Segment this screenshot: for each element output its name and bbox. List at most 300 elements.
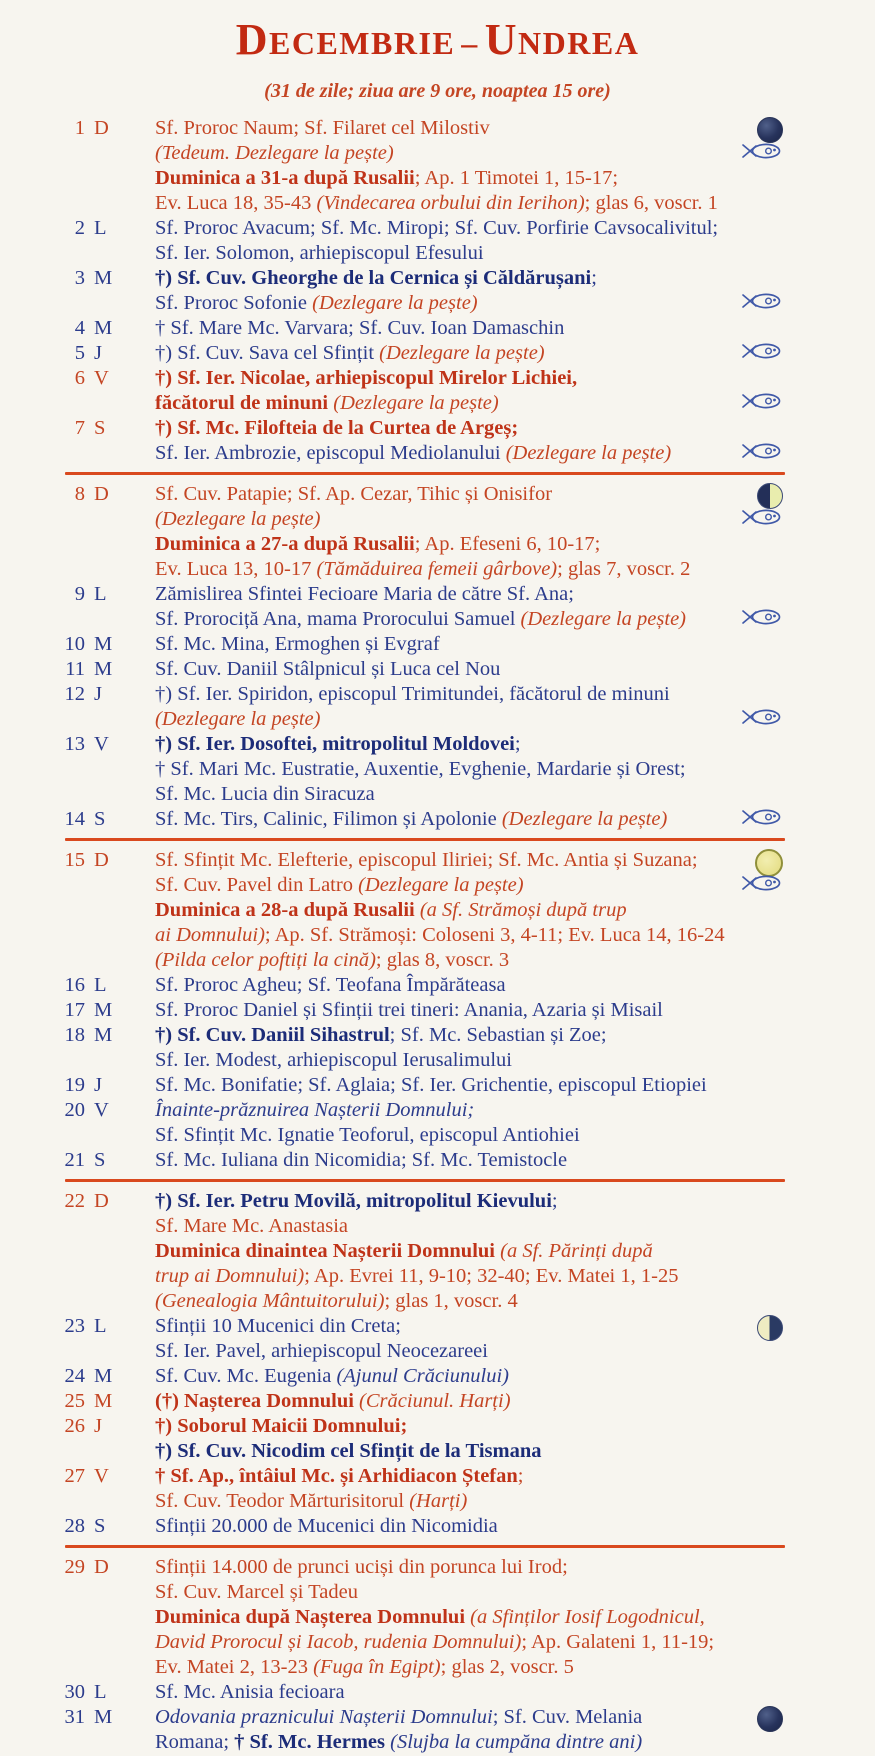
day-row-20	[0, 1098, 875, 1148]
entry-line	[155, 1464, 875, 1489]
day-label	[0, 1314, 155, 1364]
entry-line	[155, 1289, 875, 1314]
day-label	[0, 1555, 155, 1680]
day-label	[0, 1023, 155, 1073]
entry-text: ;	[551, 1190, 558, 1212]
entry-text: (Tedeum. Dezlegare la pește)	[155, 142, 394, 164]
fish-icon	[741, 874, 783, 892]
entry-line	[155, 682, 875, 707]
day-number: 31	[64, 1706, 85, 1728]
day-label	[0, 807, 155, 832]
day-of-week-letter: J	[94, 1074, 102, 1096]
day-number: 27	[64, 1465, 85, 1487]
day-entries	[155, 998, 875, 1023]
day-of-week-letter: L	[94, 217, 107, 239]
entry-text: †) Sf. Cuv. Gheorghe de la Cernica și Căldărușani	[155, 267, 592, 289]
entry-text: †) Sf. Ier. Petru Movilă, mitropolitul Kievului	[155, 1190, 552, 1212]
entry-text: Duminica dinaintea Nașterii Domnului	[155, 1240, 501, 1262]
entry-text: †) Sf. Ier. Dosoftei, mitropolitul Moldovei	[155, 733, 515, 755]
entry-line	[155, 116, 875, 141]
day-number: 24	[64, 1365, 85, 1387]
entry-text: ; glas 2, voscr. 5	[440, 1656, 574, 1678]
page-header	[0, 0, 875, 104]
day-row-4	[0, 316, 875, 341]
day-of-week-letter: V	[94, 367, 109, 389]
entry-text: Sf. Cuv. Daniil Stâlpnicul și Luca cel Nou	[155, 658, 501, 680]
day-number: 13	[64, 733, 85, 755]
entry-line	[155, 1705, 875, 1730]
day-number: 8	[74, 483, 85, 505]
day-number: 12	[64, 683, 85, 705]
day-row-8	[0, 482, 875, 582]
entry-text: Duminica a 31-a după Rusalii	[155, 167, 415, 189]
entry-text: Odovania praznicului Nașterii Domnului	[155, 1706, 493, 1728]
day-entries	[155, 1389, 875, 1414]
entry-text: Sf. Mc. Tirs, Calinic, Filimon și Apolonie	[155, 808, 502, 830]
entry-text: (Dezlegare la pește)	[155, 508, 321, 530]
day-row-3	[0, 266, 875, 316]
day-number: 1	[74, 117, 85, 139]
entry-line	[155, 998, 875, 1023]
entry-line	[155, 1048, 875, 1073]
week-separator-rule	[65, 1179, 785, 1182]
entry-text: Zămislirea Sfintei Fecioare Maria de către Sf. Ana;	[155, 583, 574, 605]
entry-line	[155, 607, 875, 632]
fish-icon	[741, 442, 783, 460]
entry-text: făcătorul de minuni	[155, 392, 334, 414]
entry-text: Sf. Ier. Modest, arhiepiscopul Ierusalimului	[155, 1049, 512, 1071]
day-row-2	[0, 216, 875, 266]
day-entries	[155, 1705, 875, 1755]
day-entries	[155, 807, 875, 832]
entry-text: † Sf. Mc. Hermes	[234, 1731, 391, 1753]
day-row-29	[0, 1555, 875, 1680]
entry-text: Sf. Mare Mc. Anastasia	[155, 1215, 348, 1237]
moon-q3-icon	[757, 483, 783, 509]
entry-text: †) Sf. Cuv. Nicodim cel Sfințit de la Tismana	[155, 1440, 542, 1462]
day-number: 21	[64, 1149, 85, 1171]
day-row-6	[0, 366, 875, 416]
day-label	[0, 998, 155, 1023]
day-number: 30	[64, 1681, 85, 1703]
entry-text: ; Ap. Efeseni 6, 10-17;	[414, 533, 601, 555]
entry-line	[155, 1214, 875, 1239]
entry-line	[155, 441, 875, 466]
entry-text: ; Sf. Mc. Sebastian și Zoe;	[389, 1024, 607, 1046]
day-label	[0, 1514, 155, 1539]
day-label	[0, 266, 155, 316]
day-entries	[155, 848, 875, 973]
day-row-22	[0, 1189, 875, 1314]
day-number: 16	[64, 974, 85, 996]
entry-text: † Sf. Mari Mc. Eustratie, Auxentie, Evghenie, Mardarie și Orest;	[155, 758, 686, 780]
day-entries	[155, 632, 875, 657]
entry-text: (Pilda celor poftiți la cină)	[155, 949, 376, 971]
entry-text: (†) Nașterea Domnului	[155, 1390, 360, 1412]
entry-text: (Slujba la cumpăna dintre ani)	[390, 1731, 643, 1753]
fish-icon	[741, 342, 783, 360]
entry-line	[155, 1189, 875, 1214]
fish-icon	[741, 508, 783, 526]
day-entries	[155, 1073, 875, 1098]
entry-text: (Dezlegare la pește)	[155, 708, 321, 730]
day-row-12	[0, 682, 875, 732]
day-row-28	[0, 1514, 875, 1539]
entry-text: Sf. Proroc Sofonie	[155, 292, 313, 314]
day-number: 20	[64, 1099, 85, 1121]
entry-text: (Dezlegare la pește)	[333, 392, 499, 414]
day-row-11	[0, 657, 875, 682]
entry-line	[155, 1439, 875, 1464]
day-entries	[155, 316, 875, 341]
day-row-9	[0, 582, 875, 632]
day-number: 9	[74, 583, 85, 605]
entry-text: Sf. Cuv. Pavel din Latro	[155, 874, 359, 896]
day-of-week-letter: J	[94, 1415, 102, 1437]
calendar-list	[0, 116, 875, 1755]
entry-text: (Ajunul Crăciunului)	[336, 1365, 509, 1387]
day-label	[0, 1148, 155, 1173]
entry-text: Sfinții 14.000 de prunci uciși din porunca lui Irod;	[155, 1556, 568, 1578]
entry-text: † Sf. Ap., întâiul Mc. și Arhidiacon Ștefan	[155, 1465, 518, 1487]
day-label	[0, 1098, 155, 1148]
entry-text: ;	[514, 733, 521, 755]
entry-line	[155, 1339, 875, 1364]
entry-line	[155, 316, 875, 341]
day-number: 14	[64, 808, 85, 830]
entry-line	[155, 507, 875, 532]
entry-line	[155, 166, 875, 191]
entry-line	[155, 241, 875, 266]
day-row-16	[0, 973, 875, 998]
entry-text: Sf. Proroc Avacum; Sf. Mc. Miropi; Sf. Cuv. Porfirie Cavsocalivitul;	[155, 217, 719, 239]
day-label	[0, 316, 155, 341]
entry-line	[155, 898, 875, 923]
day-of-week-letter: D	[94, 849, 109, 871]
entry-line	[155, 1655, 875, 1680]
day-row-18	[0, 1023, 875, 1073]
entry-text: (Vindecarea orbului din Ierihon)	[316, 192, 585, 214]
day-of-week-letter: J	[94, 683, 102, 705]
day-label	[0, 848, 155, 973]
entry-text: †) Sf. Cuv. Sava cel Sfințit	[155, 342, 380, 364]
entry-text: Sf. Mc. Bonifatie; Sf. Aglaia; Sf. Ier. Grichentie, episcopul Etiopiei	[155, 1074, 707, 1096]
day-row-1	[0, 116, 875, 216]
day-row-31	[0, 1705, 875, 1755]
day-number: 5	[74, 342, 85, 364]
day-of-week-letter: M	[94, 1365, 113, 1387]
day-of-week-letter: S	[94, 808, 106, 830]
day-entries	[155, 266, 875, 316]
entry-line	[155, 532, 875, 557]
week-separator-rule	[65, 472, 785, 475]
day-of-week-letter: M	[94, 999, 113, 1021]
entry-line	[155, 848, 875, 873]
day-of-week-letter: L	[94, 974, 107, 996]
day-row-23	[0, 1314, 875, 1364]
entry-line	[155, 1264, 875, 1289]
entry-line	[155, 266, 875, 291]
day-label	[0, 1414, 155, 1464]
entry-line	[155, 391, 875, 416]
day-number: 23	[64, 1315, 85, 1337]
day-row-7	[0, 416, 875, 466]
day-entries	[155, 1464, 875, 1514]
day-entries	[155, 366, 875, 416]
day-number: 29	[64, 1556, 85, 1578]
day-label	[0, 1705, 155, 1755]
entry-text: ;	[517, 1465, 524, 1487]
day-number: 4	[74, 317, 85, 339]
moon-phase-icon	[757, 117, 783, 143]
entry-line	[155, 1389, 875, 1414]
month-title-dash: –	[461, 25, 479, 61]
entry-text: †) Sf. Mc. Filofteia de la Curtea de Argeș;	[155, 417, 519, 439]
fish-icon	[741, 392, 783, 410]
day-entries	[155, 657, 875, 682]
entry-text: Ev. Luca 18, 35-43	[155, 192, 317, 214]
day-of-week-letter: D	[94, 1190, 109, 1212]
entry-text: Romana;	[155, 1731, 235, 1753]
day-number: 28	[64, 1515, 85, 1537]
day-of-week-letter: D	[94, 1556, 109, 1578]
entry-text: Sf. Mc. Lucia din Siracuza	[155, 783, 375, 805]
day-number: 25	[64, 1390, 85, 1412]
entry-text: Duminica a 28-a după Rusalii	[155, 899, 420, 921]
day-entries	[155, 1023, 875, 1073]
entry-line	[155, 1680, 875, 1705]
entry-line	[155, 141, 875, 166]
entry-text: Sf. Proroc Agheu; Sf. Teofana Împărăteasa	[155, 974, 506, 996]
entry-text: Sf. Sfințit Mc. Ignatie Teoforul, episcopul Antiohiei	[155, 1124, 580, 1146]
day-label	[0, 482, 155, 582]
entry-text: ; Ap. Galateni 1, 11-19;	[521, 1631, 715, 1653]
entry-line	[155, 1489, 875, 1514]
day-of-week-letter: D	[94, 483, 109, 505]
entry-text: Sf. Mc. Anisia fecioara	[155, 1681, 345, 1703]
entry-text: Ev. Luca 13, 10-17	[155, 558, 317, 580]
entry-text: Sf. Cuv. Mc. Eugenia	[155, 1365, 337, 1387]
entry-text: ; Sf. Cuv. Melania	[492, 1706, 643, 1728]
day-entries	[155, 1680, 875, 1705]
day-row-14	[0, 807, 875, 832]
entry-text: ;	[591, 267, 597, 289]
entry-line	[155, 1148, 875, 1173]
week-separator-rule	[65, 838, 785, 841]
entry-line	[155, 1605, 875, 1630]
entry-text: (a Sf. Părinți după	[500, 1240, 653, 1262]
entry-text: (Dezlegare la pește)	[312, 292, 478, 314]
day-number: 15	[64, 849, 85, 871]
entry-line	[155, 1023, 875, 1048]
day-entries	[155, 416, 875, 466]
day-label	[0, 366, 155, 416]
entry-text: (Fuga în Egipt)	[313, 1656, 441, 1678]
day-row-27	[0, 1464, 875, 1514]
day-of-week-letter: L	[94, 1681, 107, 1703]
day-of-week-letter: M	[94, 1706, 113, 1728]
entry-text: Sf. Ier. Ambrozie, episcopul Mediolanului	[155, 442, 506, 464]
entry-text: Sf. Ier. Solomon, arhiepiscopul Efesului	[155, 242, 484, 264]
entry-text: David Prorocul și Iacob, rudenia Domnului)	[155, 1631, 522, 1653]
entry-line	[155, 482, 875, 507]
entry-text: ai Domnului)	[155, 924, 265, 946]
day-label	[0, 1189, 155, 1314]
entry-line	[155, 416, 875, 441]
day-row-15	[0, 848, 875, 973]
day-row-13	[0, 732, 875, 807]
entry-line	[155, 1630, 875, 1655]
day-number: 22	[64, 1190, 85, 1212]
entry-line	[155, 291, 875, 316]
entry-text: (Genealogia Mântuitorului)	[155, 1290, 385, 1312]
day-number: 6	[74, 367, 85, 389]
entry-text: †) Soborul Maicii Domnului;	[155, 1415, 408, 1437]
day-label	[0, 1464, 155, 1514]
moon-phase-icon	[757, 1315, 783, 1341]
entry-line	[155, 557, 875, 582]
entry-line	[155, 632, 875, 657]
moon-new-icon	[757, 117, 783, 143]
day-number: 17	[64, 999, 85, 1021]
fish-icon	[741, 142, 783, 160]
entry-text: Sf. Mc. Mina, Ermoghen și Evgraf	[155, 633, 440, 655]
day-of-week-letter: S	[94, 417, 106, 439]
month-title-word1: DECEMBRIE	[235, 15, 456, 64]
entry-line	[155, 582, 875, 607]
day-label	[0, 1680, 155, 1705]
entry-text: (a Sfinților Iosif Logodnicul,	[470, 1606, 705, 1628]
entry-text: Sfinții 10 Mucenici din Creta;	[155, 1315, 401, 1337]
day-row-10	[0, 632, 875, 657]
day-label	[0, 216, 155, 266]
day-of-week-letter: V	[94, 733, 109, 755]
day-entries	[155, 216, 875, 266]
entry-text: ; Ap. Sf. Strămoși: Coloseni 3, 4-11; Ev. Luca 14, 16-24	[264, 924, 725, 946]
entry-line	[155, 1580, 875, 1605]
entry-line	[155, 807, 875, 832]
day-number: 10	[64, 633, 85, 655]
entry-line	[155, 657, 875, 682]
day-of-week-letter: L	[94, 583, 107, 605]
day-entries	[155, 732, 875, 807]
entry-text: (Dezlegare la pește)	[358, 874, 524, 896]
day-of-week-letter: L	[94, 1315, 107, 1337]
day-number: 26	[64, 1415, 85, 1437]
month-title-word2: UNDREA	[484, 15, 640, 64]
fish-icon	[741, 292, 783, 310]
entry-text: Sf. Ier. Pavel, arhiepiscopul Neocezareei	[155, 1340, 488, 1362]
day-of-week-letter: J	[94, 342, 102, 364]
entry-line	[155, 1414, 875, 1439]
day-entries	[155, 116, 875, 216]
entry-text: †) Sf. Ier. Spiridon, episcopul Trimitundei, făcătorul de minuni	[155, 683, 670, 705]
entry-text: Ev. Matei 2, 13-23	[155, 1656, 314, 1678]
entry-text: Duminica după Nașterea Domnului	[155, 1606, 471, 1628]
day-entries	[155, 973, 875, 998]
entry-text: ; glas 6, voscr. 1	[584, 192, 718, 214]
entry-text: ; Ap. Evrei 11, 9-10; 32-40; Ev. Matei 1, 1-25	[304, 1265, 679, 1287]
day-entries	[155, 341, 875, 366]
day-label	[0, 1364, 155, 1389]
day-of-week-letter: M	[94, 267, 113, 289]
day-label	[0, 682, 155, 732]
day-entries	[155, 582, 875, 632]
entry-text: Sf. Prorociță Ana, mama Prorocului Samuel	[155, 608, 521, 630]
day-of-week-letter: S	[94, 1515, 106, 1537]
entry-text: (Dezlegare la pește)	[505, 442, 672, 464]
entry-line	[155, 1364, 875, 1389]
entry-text: ; glas 8, voscr. 3	[375, 949, 510, 971]
entry-line	[155, 732, 875, 757]
day-number: 18	[64, 1024, 85, 1046]
day-label	[0, 1073, 155, 1098]
day-of-week-letter: M	[94, 1390, 113, 1412]
day-entries	[155, 682, 875, 732]
moon-q1-icon	[757, 1315, 783, 1341]
day-label	[0, 116, 155, 216]
day-number: 3	[74, 267, 85, 289]
entry-text: Sf. Cuv. Patapie; Sf. Ap. Cezar, Tihic și Onisifor	[155, 483, 553, 505]
entry-text: (a Sf. Strămoși după trup	[419, 899, 627, 921]
day-entries	[155, 1314, 875, 1364]
fish-icon	[741, 608, 783, 626]
entry-text: Înainte-prăznuirea Nașterii Domnului;	[155, 1099, 475, 1121]
entry-text: ; glas 1, voscr. 4	[384, 1290, 518, 1312]
entry-line	[155, 366, 875, 391]
entry-line	[155, 341, 875, 366]
entry-text: Sf. Cuv. Teodor Mărturisitorul	[155, 1490, 410, 1512]
entry-text: (Harți)	[409, 1490, 468, 1512]
day-label	[0, 341, 155, 366]
day-label	[0, 632, 155, 657]
day-number: 7	[74, 417, 85, 439]
day-row-30	[0, 1680, 875, 1705]
day-entries	[155, 1098, 875, 1148]
day-row-25	[0, 1389, 875, 1414]
entry-text: (Dezlegare la pește)	[379, 342, 545, 364]
moon-phase-icon	[757, 483, 783, 509]
day-label	[0, 416, 155, 466]
fish-icon	[741, 808, 783, 826]
moon-phase-icon	[757, 1706, 783, 1732]
entry-text: †) Sf. Cuv. Daniil Sihastrul	[155, 1024, 390, 1046]
day-of-week-letter: M	[94, 317, 113, 339]
entry-text: Sf. Proroc Daniel și Sfinții trei tineri: Anania, Azaria și Misail	[155, 999, 663, 1021]
day-number: 2	[74, 217, 85, 239]
entry-text: Sf. Sfințit Mc. Elefterie, episcopul Iliriei; Sf. Mc. Antia și Suzana;	[155, 849, 698, 871]
entry-text: † Sf. Mare Mc. Varvara; Sf. Cuv. Ioan Damaschin	[155, 317, 565, 339]
day-label	[0, 657, 155, 682]
day-of-week-letter: S	[94, 1149, 106, 1171]
entry-text: Sfinții 20.000 de Mucenici din Nicomidia	[155, 1515, 498, 1537]
entry-line	[155, 1314, 875, 1339]
entry-line	[155, 1555, 875, 1580]
entry-text: ; glas 7, voscr. 2	[557, 558, 691, 580]
entry-line	[155, 948, 875, 973]
day-of-week-letter: D	[94, 117, 109, 139]
day-of-week-letter: V	[94, 1465, 109, 1487]
entry-text: ; Ap. 1 Timotei 1, 15-17;	[414, 167, 619, 189]
day-entries	[155, 1414, 875, 1464]
week-separator-rule	[65, 1545, 785, 1548]
day-of-week-letter: M	[94, 633, 113, 655]
entry-text: Sf. Cuv. Marcel și Tadeu	[155, 1581, 358, 1603]
day-row-24	[0, 1364, 875, 1389]
entry-line	[155, 973, 875, 998]
day-row-26	[0, 1414, 875, 1464]
entry-text: (Crăciunul. Harți)	[359, 1390, 511, 1412]
